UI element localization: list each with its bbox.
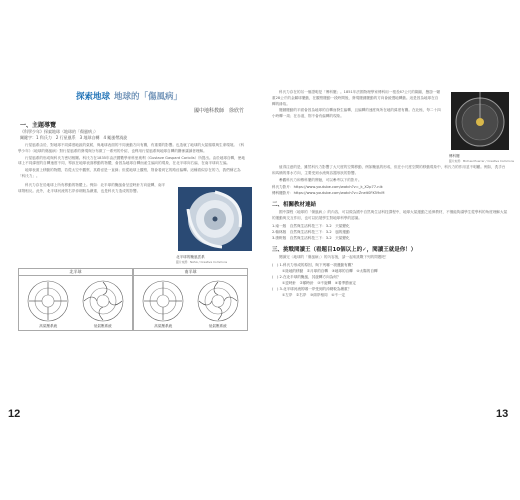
keywords-line: 關鍵字：1 科氏力 2 行星風系 3 地球自轉 4 颱風帶渦旋 bbox=[20, 135, 128, 140]
question-item: ( ) 1.科氏力形成的原因，與下列哪一項運動有關？ bbox=[272, 262, 355, 267]
diagram-south bbox=[133, 268, 248, 331]
paragraph: 閱讀完〈地球的「傷風病」〉的內容後，請一起來挑戰下列的問題吧！ bbox=[279, 254, 389, 259]
typhoon-image bbox=[178, 187, 252, 251]
question-options: ①陸地的移動 ②月球的自轉 ③地球的自轉 ④太陽的自轉 bbox=[282, 268, 378, 273]
paragraph: 值得注意的是，雖然科氏力影響了大尺度的空間移動，例如颱風的形成，但在小尺度空間的移動現象中，科氏力的作用並不明顯。例如，洗手台和馬桶的排水方向，主要受到水流與容器形狀的影響。 bbox=[272, 165, 506, 175]
link-item: 1.南一版 自然與生活科技三下：3-2 天氣變化 bbox=[272, 223, 350, 228]
paragraph: 國中課程〈地球的「傷風病」〉的內容，可以做為國中自然與生活科技課程中，地球大氣運動之延伸教材，不僅能夠讓學生從學科的角度理解大氣的運動與交互作用，也可以拓展學生對地球科學的認識。 bbox=[272, 210, 508, 221]
title-sub: 地球的「傷風病」 bbox=[114, 92, 183, 102]
typhoon-block bbox=[6, 181, 252, 264]
mid-text bbox=[268, 165, 514, 183]
video-url[interactable]: https://www.youtube.com/watch?v=Zneit0FK59cM bbox=[293, 191, 385, 196]
low-pressure-south-icon bbox=[196, 279, 240, 323]
page-number-left: 12 bbox=[8, 408, 21, 420]
video-link-2[interactable] bbox=[272, 190, 514, 196]
unit-line: 《科學少年》探索地球〈地球的「傷風病」〉 bbox=[20, 129, 98, 134]
paragraph: 科氏力存在的另一個證明是「傅科擺」。1851年法國物理學家傅科用一根長67公尺的鋼絲，懸掛一顆重28公斤的金屬球擺動，在觀察擺動一段時間後，發現擺錘擺動的方向會緩慢地轉動。這是因為地球在自轉的緣故。 bbox=[272, 90, 441, 106]
low-pressure-north-icon bbox=[81, 279, 125, 323]
title-main: 探索地球 bbox=[75, 92, 110, 102]
north-label: 北半球 bbox=[19, 269, 132, 276]
video-url[interactable]: https://www.youtube.com/watch?v=_k_X2p77-nik bbox=[293, 185, 383, 190]
diagram-label: 低氣壓系統 bbox=[93, 323, 112, 328]
diagram-cell bbox=[141, 279, 185, 329]
question-options: ①逆時針 ②順時針 ③不旋轉 ④看季節而定 bbox=[282, 280, 356, 285]
question-options: ①左岸 ②右岸 ③兩岸相同 ④不一定 bbox=[282, 292, 346, 297]
south-label: 南半球 bbox=[134, 269, 247, 276]
paragraph: 地球表面上移動的物體，若從太空中觀察，其路徑是一直線；但從地球上觀察，則會看到它的路徑偏轉。這種看似存在的力，我們稱它為「科氏力」。 bbox=[18, 168, 241, 178]
paragraph: 參觀科氏力和傅科擺的實驗，可以參考以下的影片。 bbox=[279, 177, 362, 182]
foucault-caption: 傅科擺 bbox=[448, 154, 460, 158]
section-heading-2: 二、相關教材連結 bbox=[272, 202, 317, 209]
high-pressure-north-icon bbox=[26, 279, 70, 323]
link-item: 3.康軒版 自然與生活科技三下：3-2 天氣變化 bbox=[272, 235, 350, 240]
foucault-credit: 圖片來源：Michael Puerrer / Creative Commons bbox=[448, 159, 514, 163]
intro-text bbox=[6, 143, 252, 180]
article-title bbox=[6, 90, 252, 102]
question-item: ( ) 2.在北半球的颱風，其旋轉方向為何？ bbox=[272, 274, 341, 279]
typhoon-figure bbox=[174, 181, 252, 264]
paragraph: 擺錘擺動的平面會因為地球的自轉而發生偏轉，且偏轉的速度與所在地的緯度有關。在北極，每二十四小時轉一周；在赤道，則不會有偏轉的現象。 bbox=[272, 108, 441, 119]
video-label: 傅科擺影片： bbox=[272, 191, 294, 196]
author-line: 國中地科教師 徐欣竹 bbox=[193, 108, 244, 114]
typhoon-caption: 北半球的颱風雲系 bbox=[176, 254, 205, 259]
diagram-cell bbox=[196, 279, 240, 329]
pressure-diagram bbox=[18, 268, 248, 331]
paragraph: 行星風系由於，對地球不同緯度地區的氣候，與地球表面的不同流動方向有關，有重要的影響。也造就了地球的大氣循環與生命環境。《科學少年》〈地球的傷風病〉對行星風系的發現與分布做了一系列的介紹，也利用行星風系與地球自轉的關係讓讀者理解。 bbox=[18, 143, 245, 153]
paragraph: 科氏力存在於地球上所有移動的物體上。例如：北半球的颱風會呈逆時針方向旋轉，南半球則相反。此外，北半球河流的右岸沖刷較為嚴重，也是科氏力造成的影響。 bbox=[18, 182, 166, 193]
diagram-label: 高氣壓系統 bbox=[154, 323, 173, 328]
diagram-label: 低氣壓系統 bbox=[208, 323, 227, 328]
page-left bbox=[6, 88, 252, 398]
section2-text bbox=[268, 210, 514, 222]
section-heading-3: 三、挑戰閱讀王（看題目10個以上的✓，閱讀王就是你！） bbox=[272, 246, 417, 253]
typhoon-text bbox=[6, 183, 174, 264]
diagram-cell bbox=[81, 279, 125, 329]
section3-intro bbox=[268, 255, 514, 261]
diagram-label: 高氣壓系統 bbox=[39, 323, 58, 328]
foucault-figure bbox=[447, 88, 514, 163]
section-heading-1: 一、主題導覽 bbox=[20, 122, 57, 129]
foucault-text bbox=[268, 90, 447, 163]
paragraph: 行星風系的形成與科氏力密切相關。科氏力在1835年由法國數學家科里奧利（Gustave Gaspard Coriolis）所提出。由於地球自轉，使地球上不同緯度的自轉速度不同，導致在地球表面移動的物體，會因為地球自轉而產生偏向的現象，在北半球向右偏、在南半球向左偏。 bbox=[18, 155, 245, 166]
diagram-cell bbox=[26, 279, 70, 329]
typhoon-credit: 圖片來源：NASA / Creative Commons bbox=[176, 259, 228, 264]
foucault-block bbox=[268, 88, 514, 163]
page-number-right: 13 bbox=[496, 408, 509, 420]
page-right bbox=[268, 88, 514, 398]
video-label: 科氏力影片： bbox=[272, 185, 294, 190]
diagram-north bbox=[18, 268, 133, 331]
question-item: ( ) 3.北半球河流的哪一岸受到的沖刷較為嚴重？ bbox=[272, 286, 352, 291]
link-item: 2.翰林版 自然與生活科技三下：3-2 風的運動 bbox=[272, 229, 350, 234]
high-pressure-south-icon bbox=[141, 279, 185, 323]
foucault-pendulum-image bbox=[451, 92, 509, 150]
